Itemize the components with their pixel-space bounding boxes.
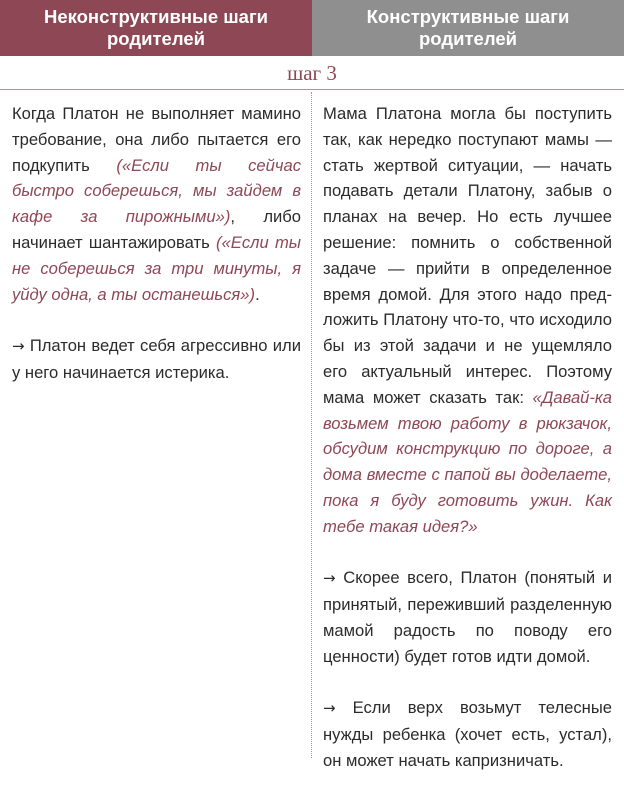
right-result-text-2: Если верх возьмут телесные нужды ребенка (хочет есть, устал), он может начать капризничать. bbox=[323, 698, 612, 770]
right-paragraph-2 bbox=[323, 565, 612, 669]
right-quote-1: «Давай-ка возьмем твою работу в рюкзачок, обсудим конструкцию по дороге, а дома вместе с папой вы доделаете, пока я буду готовить ужин. Как тебе такая идея?» bbox=[323, 387, 612, 536]
arrow-icon: → bbox=[12, 337, 25, 356]
left-result-text: Платон ведет себя агрессивно или у него начинается истерика. bbox=[12, 336, 301, 382]
constructive-column bbox=[323, 101, 612, 800]
left-text-1: Когда Платон не выполняет мамино требование, она либо пытается его подкупить bbox=[12, 104, 301, 175]
arrow-icon: → bbox=[323, 699, 336, 718]
table-header bbox=[0, 0, 624, 56]
left-text-3: . bbox=[255, 284, 260, 304]
left-quote-1: («Если ты сейчас быстро соберешься, мы зайдем в кафе за пирожными») bbox=[12, 155, 301, 227]
left-paragraph-2 bbox=[12, 333, 301, 386]
left-paragraph-1 bbox=[12, 101, 301, 307]
arrow-icon: → bbox=[323, 569, 336, 588]
left-text-2: , либо начинает шантажировать bbox=[12, 207, 301, 252]
header-unconstructive: Неконструктивные шаги родителей bbox=[0, 0, 312, 56]
left-quote-2: («Если ты не соберешься за три минуты, я уйду одна, а ты останешься») bbox=[12, 232, 301, 304]
unconstructive-column bbox=[12, 101, 301, 412]
column-divider bbox=[311, 92, 312, 758]
horizontal-divider bbox=[0, 89, 624, 90]
right-paragraph-1 bbox=[323, 101, 612, 540]
right-result-text-1: Скорее всего, Платон (понятый и принятый, переживший разделенную мамой радость по поводу его ценности) будет готов идти домой. bbox=[323, 568, 612, 666]
step-title: шаг 3 bbox=[287, 61, 337, 85]
right-paragraph-3 bbox=[323, 695, 612, 773]
right-text-1: Мама Платона могла бы поступить так, как нередко поступают мамы — стать жертвой ситуации, — начать подавать детали Платону, забыв о планах на вечер. Но есть лучшее решение: помнить о собственной задаче — прийти в определенное время домой. Для этого надо предложить Платону что-то, что исходило бы из этой задачи и не ущемляло его актуальный интерес. Поэтому мама может сказать так: bbox=[323, 104, 612, 407]
header-constructive: Конструктивные шаги родителей bbox=[312, 0, 624, 56]
